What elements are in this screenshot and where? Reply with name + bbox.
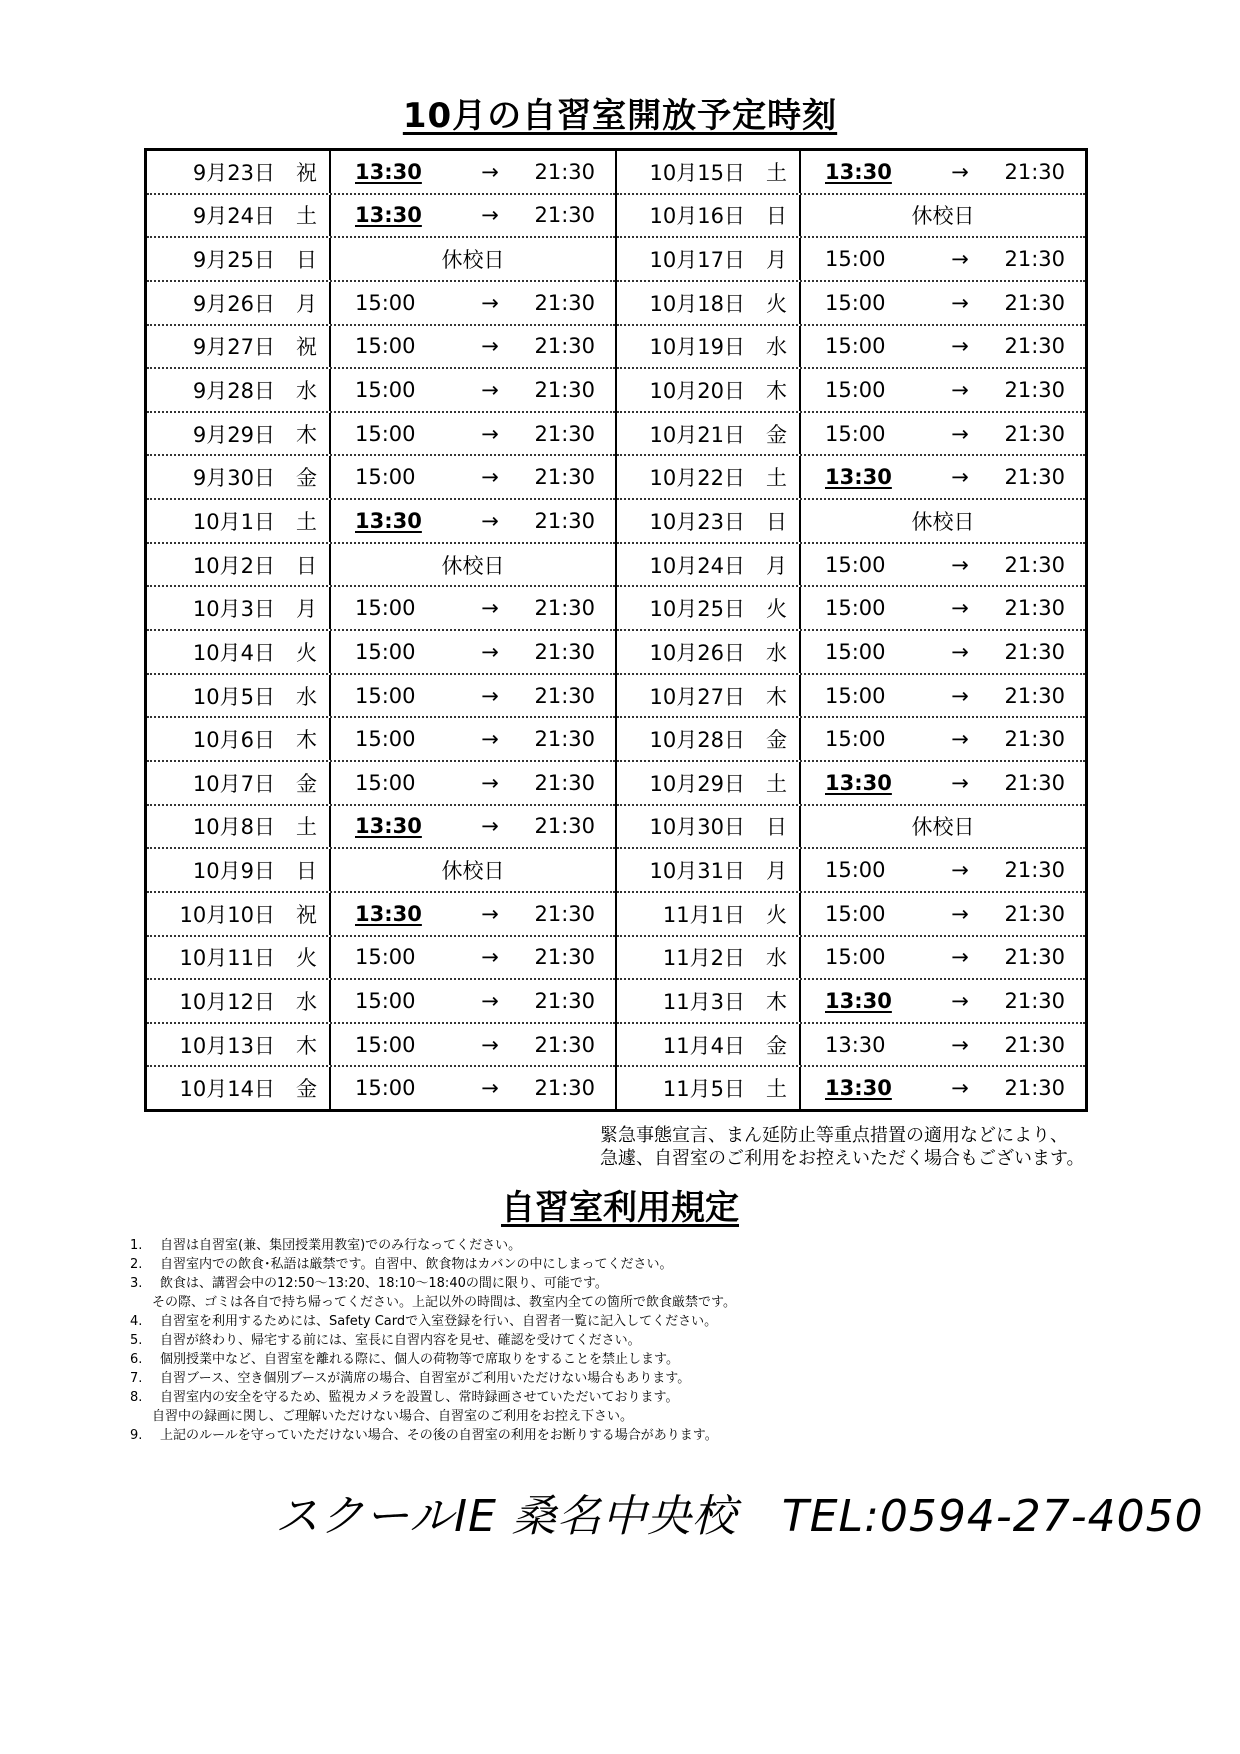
schedule-row — [617, 804, 1085, 848]
end-time: 21:30 — [1004, 639, 1065, 664]
arrow-icon: → — [951, 1032, 969, 1057]
date-cell: 10月6日 木 — [147, 718, 331, 760]
time-cell — [331, 369, 615, 411]
end-time: 21:30 — [534, 945, 595, 970]
rule-item — [130, 1236, 1130, 1255]
start-time: 15:00 — [825, 596, 886, 621]
schedule-row — [147, 847, 615, 891]
arrow-icon: → — [481, 901, 499, 926]
schedule-row — [147, 280, 615, 324]
end-time: 21:30 — [1004, 945, 1065, 970]
arrow-icon: → — [481, 1076, 499, 1101]
rule-number: 8. — [130, 1390, 143, 1405]
date-cell: 10月18日 火 — [617, 282, 801, 324]
schedule-row — [617, 193, 1085, 237]
end-time: 21:30 — [1004, 858, 1065, 883]
date-cell: 10月1日 土 — [147, 500, 331, 542]
time-cell — [331, 413, 615, 455]
time-cell — [801, 849, 1085, 891]
date-cell: 10月19日 水 — [617, 326, 801, 368]
closed-label: 休校日 — [911, 204, 975, 229]
footer-contact: スクールIE 桑名中央校 TEL:0594-27-4050 — [275, 1491, 1204, 1542]
time-cell — [801, 413, 1085, 455]
schedule-row — [147, 498, 615, 542]
notice-line: 急遽、自習室のご利用をお控えいただく場合もございます。 — [600, 1148, 1085, 1169]
arrow-icon: → — [951, 727, 969, 752]
rule-number: 7. — [130, 1371, 143, 1386]
time-cell — [331, 326, 615, 368]
end-time: 21:30 — [1004, 334, 1065, 359]
schedule-row — [147, 935, 615, 979]
end-time: 21:30 — [534, 378, 595, 403]
rule-text: 自習室内の安全を守るため、監視カメラを設置し、常時録画させていただいております。 — [160, 1390, 679, 1405]
time-cell — [801, 675, 1085, 717]
schedule-row — [617, 891, 1085, 935]
arrow-icon: → — [951, 596, 969, 621]
date-cell: 10月8日 土 — [147, 806, 331, 848]
time-cell — [331, 587, 615, 629]
schedule-row — [147, 193, 615, 237]
rule-number: 5. — [130, 1333, 143, 1348]
closed-label: 休校日 — [441, 553, 505, 578]
end-time: 21:30 — [1004, 596, 1065, 621]
start-time: 15:00 — [825, 901, 886, 926]
date-cell: 10月24日 月 — [617, 544, 801, 586]
start-time: 13:30 — [825, 159, 892, 184]
rule-text: 自習が終わり、帰宅する前には、室長に自習内容を見せ、確認を受けてください。 — [160, 1333, 641, 1348]
time-cell — [331, 893, 615, 935]
arrow-icon: → — [951, 683, 969, 708]
arrow-icon: → — [481, 770, 499, 795]
arrow-icon: → — [481, 814, 499, 839]
time-cell — [801, 980, 1085, 1022]
date-cell: 10月4日 火 — [147, 631, 331, 673]
rule-text: 個別授業中など、自習室を離れる際に、個人の荷物等で席取りをすることを禁止します。 — [160, 1352, 679, 1367]
arrow-icon: → — [481, 1032, 499, 1057]
end-time: 21:30 — [1004, 988, 1065, 1013]
rule-number: 9. — [130, 1428, 143, 1443]
end-time: 21:30 — [534, 814, 595, 839]
start-time: 15:00 — [825, 727, 886, 752]
arrow-icon: → — [951, 378, 969, 403]
arrow-icon: → — [481, 988, 499, 1013]
rule-text: 上記のルールを守っていただけない場合、その後の自習室の利用をお断りする場合があります。 — [160, 1428, 718, 1443]
end-time: 21:30 — [1004, 247, 1065, 272]
time-cell — [801, 282, 1085, 324]
end-time: 21:30 — [534, 334, 595, 359]
time-cell — [331, 675, 615, 717]
schedule-row — [147, 716, 615, 760]
end-time: 21:30 — [534, 1032, 595, 1057]
start-time: 15:00 — [355, 683, 416, 708]
arrow-icon: → — [951, 945, 969, 970]
arrow-icon: → — [951, 290, 969, 315]
schedule-row — [617, 498, 1085, 542]
time-cell — [801, 456, 1085, 498]
start-time: 15:00 — [355, 770, 416, 795]
date-cell: 10月31日 月 — [617, 849, 801, 891]
rule-text: 飲食は、講習会中の12:50～13:20、18:10～18:40の間に限り、可能です。 — [160, 1276, 608, 1291]
arrow-icon: → — [951, 1076, 969, 1101]
start-time: 15:00 — [355, 727, 416, 752]
schedule-row — [617, 151, 1085, 193]
time-cell — [801, 151, 1085, 193]
arrow-icon: → — [951, 552, 969, 577]
schedule-row — [617, 454, 1085, 498]
start-time: 13:30 — [355, 508, 422, 533]
start-time: 15:00 — [355, 596, 416, 621]
end-time: 21:30 — [534, 683, 595, 708]
end-time: 21:30 — [1004, 465, 1065, 490]
time-cell — [331, 631, 615, 673]
time-cell — [331, 500, 615, 542]
date-cell: 10月7日 金 — [147, 762, 331, 804]
start-time: 15:00 — [825, 334, 886, 359]
schedule-row — [617, 280, 1085, 324]
date-cell: 10月5日 水 — [147, 675, 331, 717]
rule-number: 3. — [130, 1276, 143, 1291]
date-cell: 10月13日 木 — [147, 1024, 331, 1066]
date-cell: 10月21日 金 — [617, 413, 801, 455]
date-cell: 10月15日 土 — [617, 151, 801, 193]
date-cell: 10月9日 日 — [147, 849, 331, 891]
date-cell: 10月25日 火 — [617, 587, 801, 629]
rule-text: その際、ゴミは各自で持ち帰ってください。上記以外の時間は、教室内全ての箇所で飲食厳禁です。 — [152, 1295, 736, 1310]
date-cell: 10月12日 水 — [147, 980, 331, 1022]
arrow-icon: → — [481, 508, 499, 533]
start-time: 15:00 — [825, 290, 886, 315]
end-time: 21:30 — [534, 465, 595, 490]
end-time: 21:30 — [534, 596, 595, 621]
rule-text: 自習室内での飲食･私語は厳禁です。自習中、飲食物はカバンの中にしまってください。 — [160, 1257, 673, 1272]
schedule-row — [147, 760, 615, 804]
rule-number: 2. — [130, 1257, 143, 1272]
schedule-row — [147, 454, 615, 498]
closed-label: 休校日 — [441, 248, 505, 273]
date-cell: 11月3日 木 — [617, 980, 801, 1022]
date-cell: 9月24日 土 — [147, 195, 331, 237]
schedule-row — [617, 629, 1085, 673]
end-time: 21:30 — [534, 639, 595, 664]
schedule-row — [617, 585, 1085, 629]
start-time: 15:00 — [355, 945, 416, 970]
end-time: 21:30 — [1004, 1076, 1065, 1101]
time-cell — [331, 151, 615, 193]
rules-list — [130, 1236, 1130, 1445]
start-time: 15:00 — [825, 683, 886, 708]
schedule-column-left — [147, 151, 615, 1109]
arrow-icon: → — [481, 683, 499, 708]
time-cell — [801, 631, 1085, 673]
arrow-icon: → — [951, 901, 969, 926]
start-time: 15:00 — [355, 639, 416, 664]
end-time: 21:30 — [1004, 290, 1065, 315]
schedule-row — [617, 1022, 1085, 1066]
schedule-row — [617, 847, 1085, 891]
schedule-row — [147, 629, 615, 673]
arrow-icon: → — [951, 334, 969, 359]
date-cell: 9月28日 水 — [147, 369, 331, 411]
rule-item — [130, 1426, 1130, 1445]
start-time: 15:00 — [355, 378, 416, 403]
end-time: 21:30 — [1004, 552, 1065, 577]
rule-item — [130, 1312, 1130, 1331]
start-time: 13:30 — [355, 203, 422, 228]
schedule-row — [617, 411, 1085, 455]
time-cell — [331, 718, 615, 760]
rule-item — [130, 1407, 1130, 1426]
date-cell: 10月27日 木 — [617, 675, 801, 717]
schedule-row — [147, 585, 615, 629]
date-cell: 9月29日 木 — [147, 413, 331, 455]
end-time: 21:30 — [1004, 378, 1065, 403]
closed-label: 休校日 — [911, 815, 975, 840]
arrow-icon: → — [951, 858, 969, 883]
end-time: 21:30 — [1004, 1032, 1065, 1057]
time-cell — [801, 718, 1085, 760]
arrow-icon: → — [481, 596, 499, 621]
rule-item — [130, 1331, 1130, 1350]
date-cell: 10月16日 日 — [617, 195, 801, 237]
time-cell — [801, 1067, 1085, 1109]
start-time: 15:00 — [355, 1076, 416, 1101]
arrow-icon: → — [951, 159, 969, 184]
time-cell — [801, 587, 1085, 629]
arrow-icon: → — [481, 727, 499, 752]
arrow-icon: → — [951, 770, 969, 795]
notice — [600, 1124, 1120, 1170]
time-cell — [331, 806, 615, 848]
schedule-row — [617, 673, 1085, 717]
time-cell — [801, 544, 1085, 586]
date-cell: 10月20日 木 — [617, 369, 801, 411]
date-cell: 11月5日 土 — [617, 1067, 801, 1109]
end-time: 21:30 — [1004, 770, 1065, 795]
arrow-icon: → — [481, 290, 499, 315]
arrow-icon: → — [481, 334, 499, 359]
rule-item — [130, 1350, 1130, 1369]
schedule-row — [147, 324, 615, 368]
date-cell: 10月2日 日 — [147, 544, 331, 586]
notice-line: 緊急事態宣言、まん延防止等重点措置の適用などにより、 — [600, 1125, 1068, 1146]
start-time: 15:00 — [825, 858, 886, 883]
time-cell — [801, 893, 1085, 935]
rule-item — [130, 1274, 1130, 1293]
end-time: 21:30 — [1004, 683, 1065, 708]
date-cell: 10月28日 金 — [617, 718, 801, 760]
rule-item — [130, 1255, 1130, 1274]
date-cell: 10月10日 祝 — [147, 893, 331, 935]
schedule-column-right — [615, 151, 1085, 1109]
schedule-row — [617, 236, 1085, 280]
end-time: 21:30 — [1004, 421, 1065, 446]
date-cell: 11月4日 金 — [617, 1024, 801, 1066]
start-time: 13:30 — [825, 770, 892, 795]
rules-title: 自習室利用規定 — [501, 1188, 739, 1228]
rule-item — [130, 1293, 1130, 1312]
rule-text: 自習ブース、空き個別ブースが満席の場合、自習室がご利用いただけない場合もあります。 — [160, 1371, 691, 1386]
start-time: 15:00 — [355, 1032, 416, 1057]
date-cell: 9月27日 祝 — [147, 326, 331, 368]
time-cell — [331, 544, 615, 586]
start-time: 13:30 — [355, 901, 422, 926]
schedule-row — [147, 673, 615, 717]
arrow-icon: → — [951, 639, 969, 664]
start-time: 15:00 — [825, 945, 886, 970]
closed-label: 休校日 — [441, 859, 505, 884]
page-title: 10月の自習室開放予定時刻 — [402, 96, 838, 136]
time-cell — [801, 937, 1085, 979]
arrow-icon: → — [951, 988, 969, 1013]
schedule-row — [147, 891, 615, 935]
date-cell: 10月14日 金 — [147, 1067, 331, 1109]
date-cell: 10月26日 水 — [617, 631, 801, 673]
schedule-row — [147, 804, 615, 848]
start-time: 13:30 — [355, 159, 422, 184]
date-cell: 9月26日 月 — [147, 282, 331, 324]
arrow-icon: → — [951, 421, 969, 446]
arrow-icon: → — [481, 159, 499, 184]
end-time: 21:30 — [534, 290, 595, 315]
end-time: 21:30 — [1004, 727, 1065, 752]
start-time: 15:00 — [355, 421, 416, 446]
end-time: 21:30 — [534, 988, 595, 1013]
time-cell — [801, 1024, 1085, 1066]
end-time: 21:30 — [1004, 901, 1065, 926]
end-time: 21:30 — [534, 159, 595, 184]
schedule-row — [147, 151, 615, 193]
end-time: 21:30 — [534, 770, 595, 795]
schedule-row — [147, 1065, 615, 1109]
start-time: 13:30 — [355, 814, 422, 839]
arrow-icon: → — [481, 639, 499, 664]
start-time: 15:00 — [355, 465, 416, 490]
time-cell — [331, 1024, 615, 1066]
start-time: 13:30 — [825, 988, 892, 1013]
schedule-row — [617, 324, 1085, 368]
start-time: 15:00 — [825, 639, 886, 664]
date-cell: 10月3日 月 — [147, 587, 331, 629]
schedule-row — [147, 236, 615, 280]
schedule-row — [617, 935, 1085, 979]
schedule-row — [617, 760, 1085, 804]
end-time: 21:30 — [534, 901, 595, 926]
schedule-row — [617, 542, 1085, 586]
rule-number: 6. — [130, 1352, 143, 1367]
rule-text: 自習中の録画に関し、ご理解いただけない場合、自習室のご利用をお控え下さい。 — [152, 1409, 634, 1424]
rule-number: 1. — [130, 1238, 143, 1253]
time-cell — [801, 238, 1085, 280]
rule-number: 4. — [130, 1314, 143, 1329]
start-time: 15:00 — [825, 421, 886, 446]
time-cell — [331, 1067, 615, 1109]
time-cell — [331, 282, 615, 324]
arrow-icon: → — [951, 247, 969, 272]
date-cell: 10月29日 土 — [617, 762, 801, 804]
start-time: 15:00 — [355, 334, 416, 359]
arrow-icon: → — [481, 203, 499, 228]
start-time: 13:30 — [825, 465, 892, 490]
rule-item — [130, 1369, 1130, 1388]
end-time: 21:30 — [1004, 159, 1065, 184]
arrow-icon: → — [481, 465, 499, 490]
time-cell — [331, 762, 615, 804]
start-time: 15:00 — [355, 290, 416, 315]
arrow-icon: → — [481, 945, 499, 970]
rule-item — [130, 1388, 1130, 1407]
time-cell — [801, 326, 1085, 368]
time-cell — [801, 500, 1085, 542]
time-cell — [331, 238, 615, 280]
date-cell: 10月17日 月 — [617, 238, 801, 280]
start-time: 13:30 — [825, 1032, 886, 1057]
time-cell — [801, 806, 1085, 848]
start-time: 15:00 — [825, 378, 886, 403]
time-cell — [801, 762, 1085, 804]
rule-text: 自習は自習室(兼、集団授業用教室)でのみ行なってください。 — [160, 1238, 522, 1253]
schedule-row — [617, 1065, 1085, 1109]
date-cell: 9月25日 日 — [147, 238, 331, 280]
time-cell — [331, 456, 615, 498]
arrow-icon: → — [951, 465, 969, 490]
arrow-icon: → — [481, 421, 499, 446]
schedule-row — [147, 542, 615, 586]
time-cell — [331, 980, 615, 1022]
schedule-row — [147, 367, 615, 411]
end-time: 21:30 — [534, 421, 595, 446]
schedule-row — [617, 367, 1085, 411]
time-cell — [801, 195, 1085, 237]
start-time: 13:30 — [825, 1076, 892, 1101]
date-cell: 9月30日 金 — [147, 456, 331, 498]
date-cell: 10月22日 土 — [617, 456, 801, 498]
end-time: 21:30 — [534, 203, 595, 228]
schedule-row — [147, 411, 615, 455]
time-cell — [331, 937, 615, 979]
start-time: 15:00 — [825, 247, 886, 272]
time-cell — [801, 369, 1085, 411]
schedule-table — [144, 148, 1088, 1112]
rule-text: 自習室を利用するためには、Safety Cardで入室登録を行い、自習者一覧に記入してください。 — [160, 1314, 718, 1329]
time-cell — [331, 849, 615, 891]
date-cell: 10月30日 日 — [617, 806, 801, 848]
schedule-row — [147, 978, 615, 1022]
end-time: 21:30 — [534, 508, 595, 533]
date-cell: 10月23日 日 — [617, 500, 801, 542]
closed-label: 休校日 — [911, 509, 975, 534]
time-cell — [331, 195, 615, 237]
start-time: 15:00 — [355, 988, 416, 1013]
date-cell: 10月11日 火 — [147, 937, 331, 979]
date-cell: 9月23日 祝 — [147, 151, 331, 193]
end-time: 21:30 — [534, 1076, 595, 1101]
date-cell: 11月1日 火 — [617, 893, 801, 935]
end-time: 21:30 — [534, 727, 595, 752]
date-cell: 11月2日 水 — [617, 937, 801, 979]
schedule-row — [617, 978, 1085, 1022]
arrow-icon: → — [481, 378, 499, 403]
start-time: 15:00 — [825, 552, 886, 577]
schedule-row — [617, 716, 1085, 760]
schedule-row — [147, 1022, 615, 1066]
